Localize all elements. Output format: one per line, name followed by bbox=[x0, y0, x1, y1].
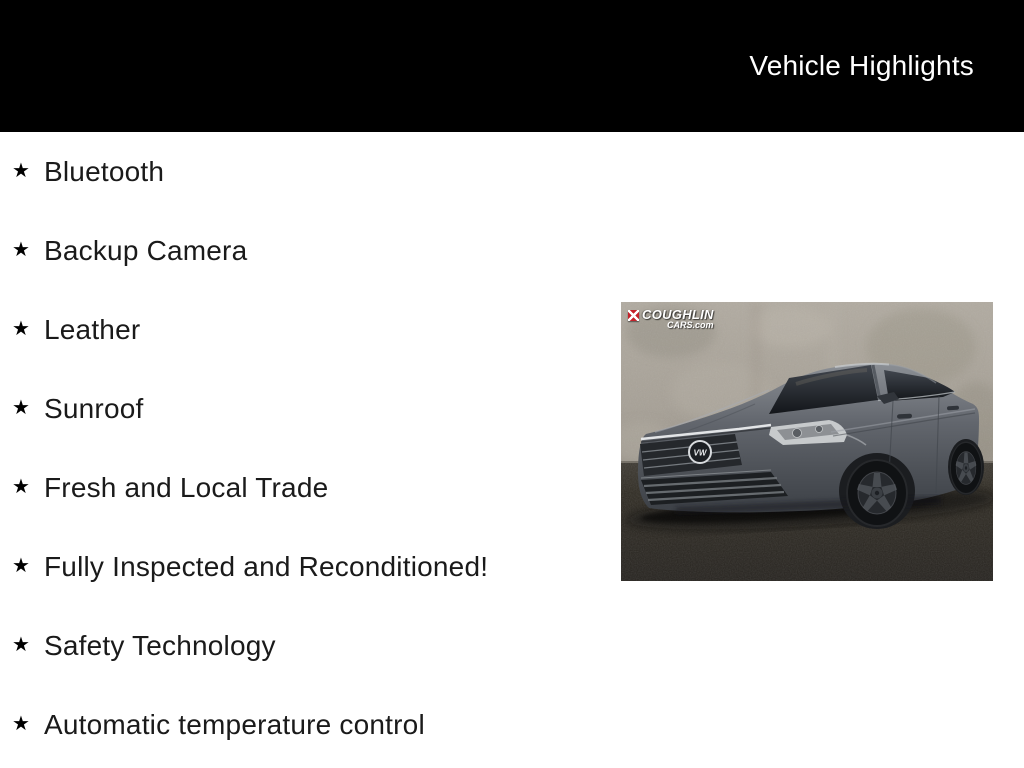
dealer-logo-mark-icon bbox=[628, 310, 639, 321]
highlight-label: Sunroof bbox=[44, 392, 144, 424]
highlights-list bbox=[12, 132, 488, 764]
dealer-logo bbox=[628, 308, 714, 330]
list-item bbox=[12, 527, 488, 606]
highlight-label: Fresh and Local Trade bbox=[44, 471, 329, 503]
rear-wheel bbox=[950, 441, 982, 494]
star-bullet-icon: ★ bbox=[12, 238, 30, 261]
list-item bbox=[12, 606, 488, 685]
vw-badge-icon bbox=[689, 441, 711, 463]
star-bullet-icon: ★ bbox=[12, 317, 30, 340]
highlight-label: Automatic temperature control bbox=[44, 708, 425, 740]
front-wheel bbox=[846, 459, 908, 527]
list-item bbox=[12, 369, 488, 448]
star-bullet-icon: ★ bbox=[12, 475, 30, 498]
star-bullet-icon: ★ bbox=[12, 396, 30, 419]
list-item bbox=[12, 290, 488, 369]
header-bar bbox=[0, 0, 1024, 132]
highlight-label: Leather bbox=[44, 313, 141, 345]
list-item bbox=[12, 685, 488, 764]
svg-text:VW: VW bbox=[693, 448, 707, 458]
highlight-label: Bluetooth bbox=[44, 155, 165, 187]
highlight-label: Fully Inspected and Reconditioned! bbox=[44, 550, 489, 582]
vehicle-photo-art bbox=[621, 302, 993, 581]
star-bullet-icon: ★ bbox=[12, 159, 30, 182]
vehicle-photo bbox=[621, 302, 993, 581]
star-bullet-icon: ★ bbox=[12, 554, 30, 577]
highlight-label: Backup Camera bbox=[44, 234, 248, 266]
page-title: Vehicle Highlights bbox=[749, 50, 974, 81]
star-bullet-icon: ★ bbox=[12, 712, 30, 735]
dealer-logo-suffix: CARS.com bbox=[667, 320, 714, 330]
highlight-label: Safety Technology bbox=[44, 629, 276, 661]
list-item bbox=[12, 448, 488, 527]
dealer-logo-brand: COUGHLIN bbox=[642, 307, 714, 322]
list-item bbox=[12, 132, 488, 211]
list-item bbox=[12, 211, 488, 290]
star-bullet-icon: ★ bbox=[12, 633, 30, 656]
